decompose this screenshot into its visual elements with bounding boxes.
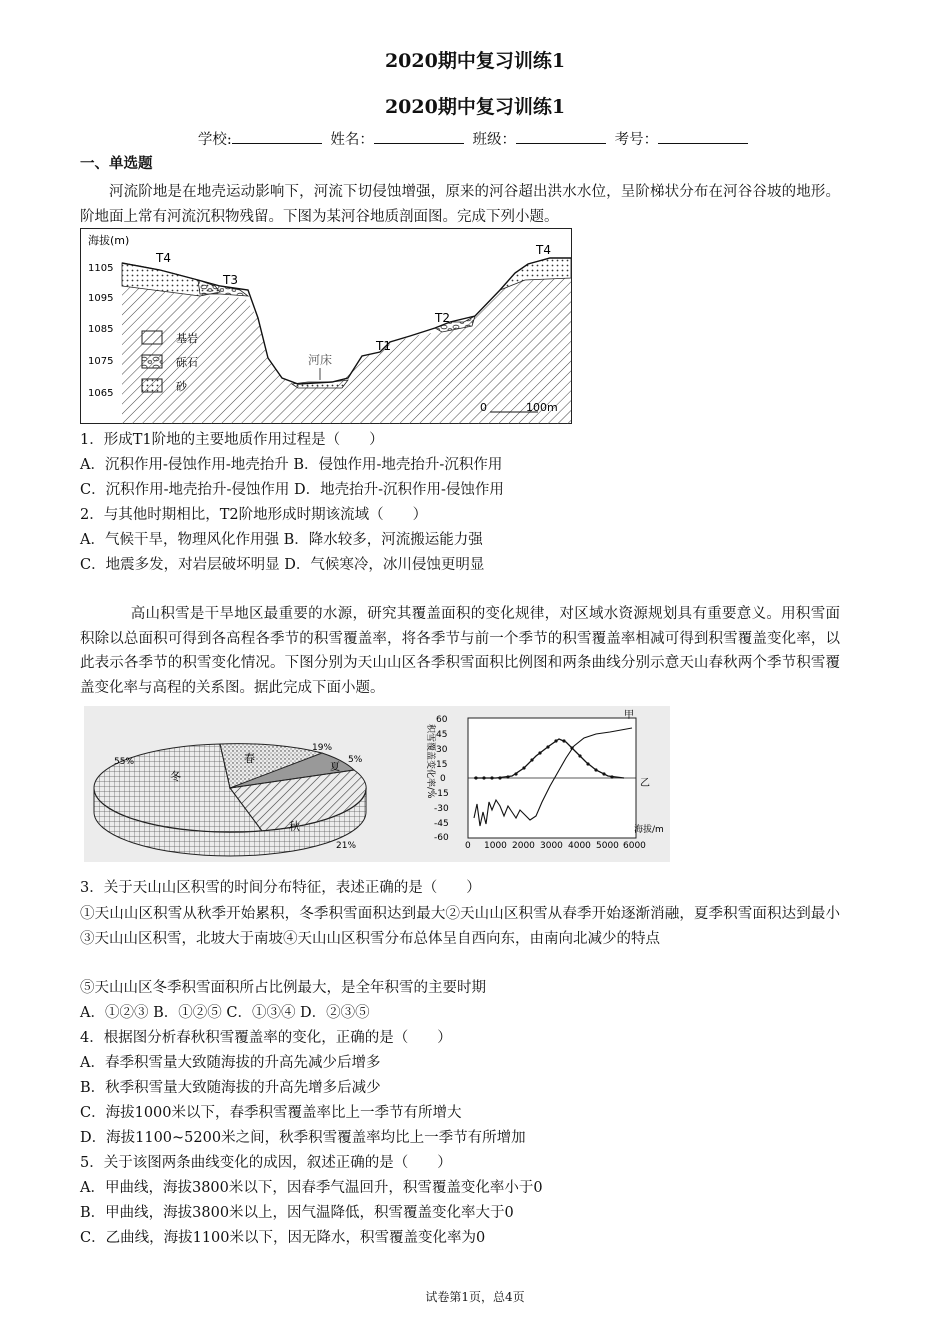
x-tick: 2000 [512,841,535,851]
terrace-label: T4 [536,243,551,257]
q3-statements: ①天山山区积雪从秋季开始累积，冬季积雪面积达到最大②天山山区积雪从春季开始逐渐消融，夏季积雪面积达到最小③天山山区积雪，北坡大于南坡④天山山区积雪分布总体呈自西向东，由南向北减少的特点 [80,906,840,947]
y-axis-label: 积雪覆盖变化率/% [425,724,435,799]
curve-b-point [498,776,501,779]
x-tick: 0 [465,841,471,851]
terrace-label: T4 [156,251,171,265]
pie-pct-winter: 55% [114,757,135,767]
curve-b-point [490,776,493,779]
snow-cover-figure [84,706,670,862]
x-tick: 1000 [484,841,507,851]
q4-option-b: B．秋季积雪量大致随海拔的升高先增多后减少 [80,1080,381,1096]
curve-b-point [522,766,525,769]
curve-b-point [530,758,533,761]
q1-options-cd: C．沉积作用-地壳抬升-侵蚀作用 D．地壳抬升-沉积作用-侵蚀作用 [80,482,504,498]
page-footer: 试卷第1页，总4页 [425,1290,525,1304]
class-blank[interactable] [516,129,606,144]
q2-options-cd: C．地震多发，对岩层破坏明显 D．气候寒冷，冰川侵蚀更明显 [80,557,485,573]
school-blank[interactable] [232,129,322,144]
pie-pct-summer: 5% [348,755,363,765]
curve-a-label: 甲 [624,710,634,721]
terrace-label: T1 [376,339,391,353]
y-tick: -45 [434,819,449,829]
x-tick: 3000 [540,841,563,851]
scale-end: 100m [526,401,558,414]
legend-bedrock-swatch [142,331,162,344]
y-tick: 0 [440,774,446,784]
document-subtitle: 2020期中复习训练1 [384,96,566,118]
y-tick: 60 [436,715,448,725]
q5-option-b: B．甲曲线，海拔3800米以上，因气温降低，积雪覆盖变化率大于0 [80,1205,514,1221]
exam-no-label: 考号： [614,132,659,148]
y-tick: 1105 [88,263,114,274]
curve-b-label: 乙 [640,778,650,789]
legend-gravel-label: 砾石 [176,356,198,369]
curve-b-point [610,775,613,778]
y-tick: -15 [434,789,449,799]
curve-b-point [554,739,557,742]
y-tick: 1085 [88,324,114,335]
y-tick: -30 [434,804,449,814]
pie-pct-autumn: 21% [336,841,357,851]
y-tick: 30 [436,745,448,755]
x-axis-label: 海拔/m [634,825,664,835]
document-title: 2020期中复习训练1 [384,50,566,72]
exam-no-blank[interactable] [658,129,748,144]
scale-start: 0 [480,401,487,414]
q4-option-a: A．春季积雪量大致随海拔的升高先减少后增多 [80,1055,381,1071]
y-tick: 45 [436,730,448,740]
name-blank[interactable] [374,129,464,144]
legend-sand-label: 砂 [176,380,187,393]
y-tick: 1095 [88,293,114,304]
y-tick: -60 [434,833,449,843]
q3-options: A．①②③ B．①②⑤ C．①③④ D．②③⑤ [80,1005,370,1021]
q5-stem: 5．关于该图两条曲线变化的成因，叙述正确的是（ ） [80,1155,452,1171]
terrace-label: T2 [435,311,450,325]
pie-label-autumn: 秋 [289,820,300,833]
curve-b-point [594,768,597,771]
y-tick: 1065 [88,388,114,399]
q4-option-c: C．海拔1000米以下，春季积雪覆盖率比上一季节有所增大 [80,1105,462,1121]
y-tick: 1075 [88,356,114,367]
curve-b-point [538,751,541,754]
river-valley-profile-figure [80,228,572,424]
terrace-label: T3 [223,273,238,287]
q1-options-ab: A．沉积作用-侵蚀作用-地壳抬升 B．侵蚀作用-地壳抬升-沉积作用 [80,457,503,473]
pie-label-spring: 春 [244,752,255,765]
legend-gravel-swatch [142,355,162,368]
name-label: 姓名： [330,132,374,148]
class-label: 班级： [472,132,516,148]
section-heading: 一、单选题 [80,155,153,172]
curve-b-point [586,762,589,765]
curve-b-point [562,739,565,742]
curve-b-point [474,776,477,779]
x-tick: 4000 [568,841,591,851]
x-tick: 5000 [596,841,619,851]
q2-stem: 2．与其他时期相比，T2阶地形成时期该流域（ ） [80,507,428,523]
legend-bedrock-label: 基岩 [176,332,198,345]
q4-stem: 4．根据图分析春秋积雪覆盖率的变化，正确的是（ ） [80,1030,452,1046]
curve-b-point [602,772,605,775]
curve-b-point [514,772,517,775]
curve-b-point [506,775,509,778]
school-label: 学校: [197,132,232,148]
q5-option-c: C．乙曲线，海拔1100米以下，因无降水，积雪覆盖变化率为0 [80,1230,486,1246]
q1-stem: 1．形成T1阶地的主要地质作用过程是（ ） [80,432,384,448]
q4-option-d: D．海拔1100~5200米之间，秋季积雪覆盖率均比上一季节有所增加 [80,1130,526,1146]
legend-sand-swatch [142,379,162,392]
y-axis-label: 海拔(m) [88,234,130,247]
curve-b-point [578,754,581,757]
student-info [0,128,950,149]
pie-label-winter: 冬 [170,770,181,783]
q3-statement-5: ⑤天山山区冬季积雪面积所占比例最大，是全年积雪的主要时期 [80,980,486,996]
x-tick: 6000 [623,841,646,851]
intro-paragraph-2: 高山积雪是干旱地区最重要的水源，研究其覆盖面积的变化规律，对区域水资源规划具有重要意义。用积雪面积除以总面积可得到各高程各季节的积雪覆盖率，将各季节与前一个季节的积雪覆盖率相减可得到积雪覆盖变化率，以此表示各季节的积雪变化情况。下图分别为天山山区各季积雪面积比例图和两条曲线分别示意天山春秋两个季节积雪覆盖变化率与高程的关系图。据此完成下面小题。 [80,606,840,696]
q2-options-ab: A．气候干旱，物理风化作用强 B．降水较多，河流搬运能力强 [80,532,483,548]
curve-b-point [482,776,485,779]
curve-b-point [546,745,549,748]
y-tick: 15 [436,760,448,770]
q5-option-a: A．甲曲线，海拔3800米以下，因春季气温回升，积雪覆盖变化率小于0 [80,1180,543,1196]
intro-paragraph-1: 河流阶地是在地壳运动影响下，河流下切侵蚀增强，原来的河谷超出洪水水位，呈阶梯状分布在河谷谷坡的地形。阶地面上常有河流沉积物残留。下图为某河谷地质剖面图。完成下列小题。 [80,184,840,225]
q3-stem: 3．关于天山山区积雪的时间分布特征，表述正确的是（ ） [80,880,481,896]
riverbed-label: 河床 [308,353,333,367]
pie-label-summer: 夏 [330,762,340,773]
pie-pct-spring: 19% [312,743,333,753]
